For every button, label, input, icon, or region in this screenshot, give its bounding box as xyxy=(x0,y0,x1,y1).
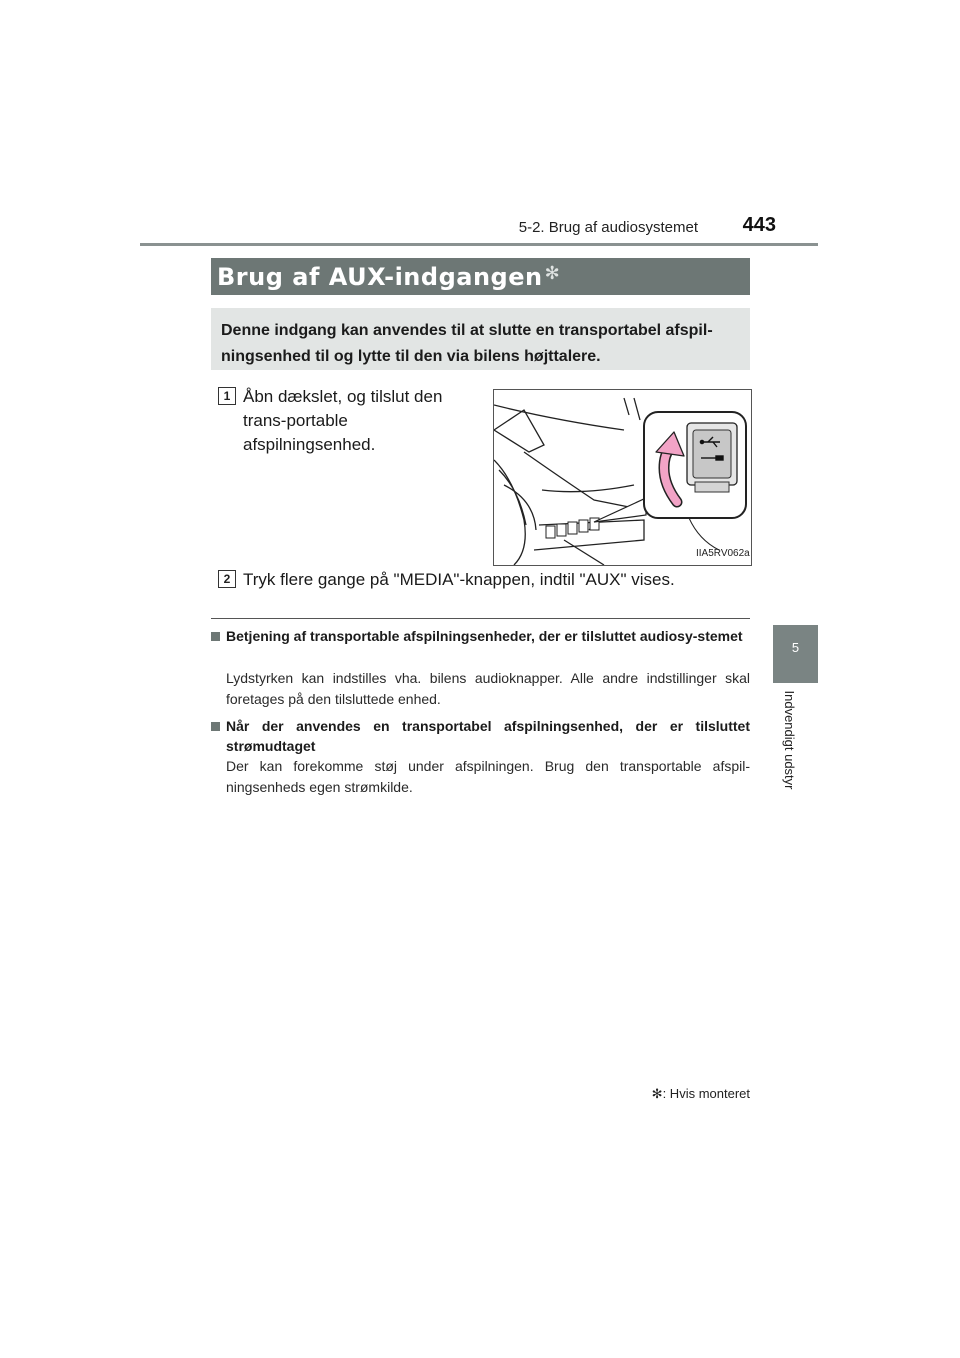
page-title xyxy=(217,263,560,291)
chapter-title-vertical: Indvendigt udstyr xyxy=(782,690,797,790)
footnote-text: : Hvis monteret xyxy=(662,1086,750,1101)
note-body-2: Der kan forekomme støj under afspilningen. Brug den transportable afspil-ningsenheds egen strømkilde. xyxy=(226,758,750,795)
page-number: 443 xyxy=(742,214,776,236)
square-bullet-icon xyxy=(211,632,220,641)
step-text-1: Åbn dækslet, og tilslut den trans-portable afspilningsenhed. xyxy=(243,387,443,454)
intro-text: Denne indgang kan anvendes til at slutte en transportabel afspil-ningsenhed til og lytte til den via bilens højttalere. xyxy=(221,322,713,365)
notes-separator xyxy=(211,618,750,619)
step-number-2: 2 xyxy=(218,570,236,588)
usb-aux-port-illustration xyxy=(493,389,752,566)
header-rule xyxy=(140,243,818,246)
note-title-2: Når der anvendes en transportabel afspilningsenhed, der er tilsluttet strømudtaget xyxy=(226,718,750,754)
note-title-1: Betjening af transportable afspilningsenheder, der er tilsluttet audiosy-stemet xyxy=(226,628,743,644)
step-number-1: 1 xyxy=(218,387,236,405)
running-header-section: 5-2. Brug af audiosystemet xyxy=(518,219,698,236)
figure-code: IIA5RV062a xyxy=(696,548,750,559)
asterisk-icon: ✻ xyxy=(544,263,561,284)
note-body-1: Lydstyrken kan indstilles vha. bilens audioknapper. Alle andre indstillinger skal foretages på den tilsluttede enhed. xyxy=(226,670,750,707)
step-text-2: Tryk flere gange på "MEDIA"-knappen, indtil "AUX" vises. xyxy=(243,570,675,589)
footnote xyxy=(560,1086,750,1102)
page-title-text: Brug af AUX-indgangen xyxy=(217,263,543,291)
asterisk-icon: ✻ xyxy=(651,1086,663,1101)
chapter-number: 5 xyxy=(791,640,800,655)
square-bullet-icon xyxy=(211,722,220,731)
